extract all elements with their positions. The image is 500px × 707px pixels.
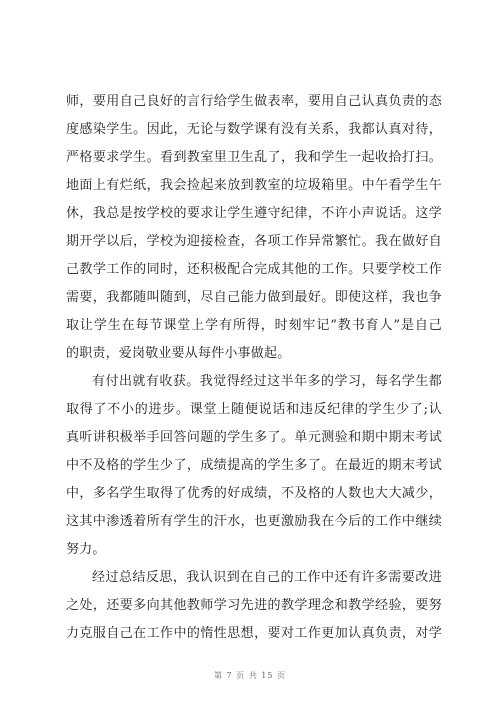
text-line: 的职责，爱岗敬业要从每件小事做起。 [66,346,291,361]
text-line: 需要，我都随叫随到，尽自己能力做到最好。即使这样，我也争 [66,290,442,305]
paragraph-2 [66,368,442,564]
text-line: 中，多名学生取得了优秀的好成绩，不及格的人数也大大减少， [66,486,442,501]
text-line: 真听讲积极举手回答问题的学生多了。单元测验和期中期末考试 [66,430,442,445]
text-line: 地面上有烂纸，我会捡起来放到教室的垃圾箱里。中午看学生午 [66,178,442,193]
text-line: 取得了不小的进步。课堂上随便说话和违反纪律的学生少了;认 [66,402,442,417]
text-line: 取让学生在每节课堂上学有所得，时刻牢记“教书育人”是自己 [66,318,442,333]
text-line: 这其中渗透着所有学生的汗水，也更激励我在今后的工作中继续 [66,514,442,529]
text-line: 之处，还要多向其他教师学习先进的教学理念和教学经验，要努 [66,598,442,613]
text-line: 力克服自己在工作中的惰性思想，要对工作更加认真负责，对学 [66,626,442,641]
text-line: 中不及格的学生少了，成绩提高的学生多了。在最近的期末考试 [66,458,442,473]
document-body [66,88,442,648]
page-number-footer: 第 7 页 共 15 页 [214,671,286,680]
text-line: 休，我总是按学校的要求让学生遵守纪律，不许小声说话。这学 [66,206,442,221]
text-line: 度感染学生。因此，无论与数学课有没有关系，我都认真对待， [66,122,442,137]
text-line: 师，要用自己良好的言行给学生做表率，要用自己认真负责的态 [66,94,442,109]
text-line: 有付出就有收获。我觉得经过这半年多的学习，每名学生都 [92,374,442,389]
text-line: 严格要求学生。看到教室里卫生乱了，我和学生一起收拾打扫。 [66,150,442,165]
text-line: 期开学以后，学校为迎接检查，各项工作异常繁忙。我在做好自 [66,234,442,249]
text-line: 努力。 [66,542,106,557]
text-line: 己教学工作的同时，还积极配合完成其他的工作。只要学校工作 [66,262,442,277]
text-line: 经过总结反思，我认识到在自己的工作中还有许多需要改进 [92,570,442,585]
paragraph-1 [66,88,442,368]
paragraph-3 [66,564,442,648]
